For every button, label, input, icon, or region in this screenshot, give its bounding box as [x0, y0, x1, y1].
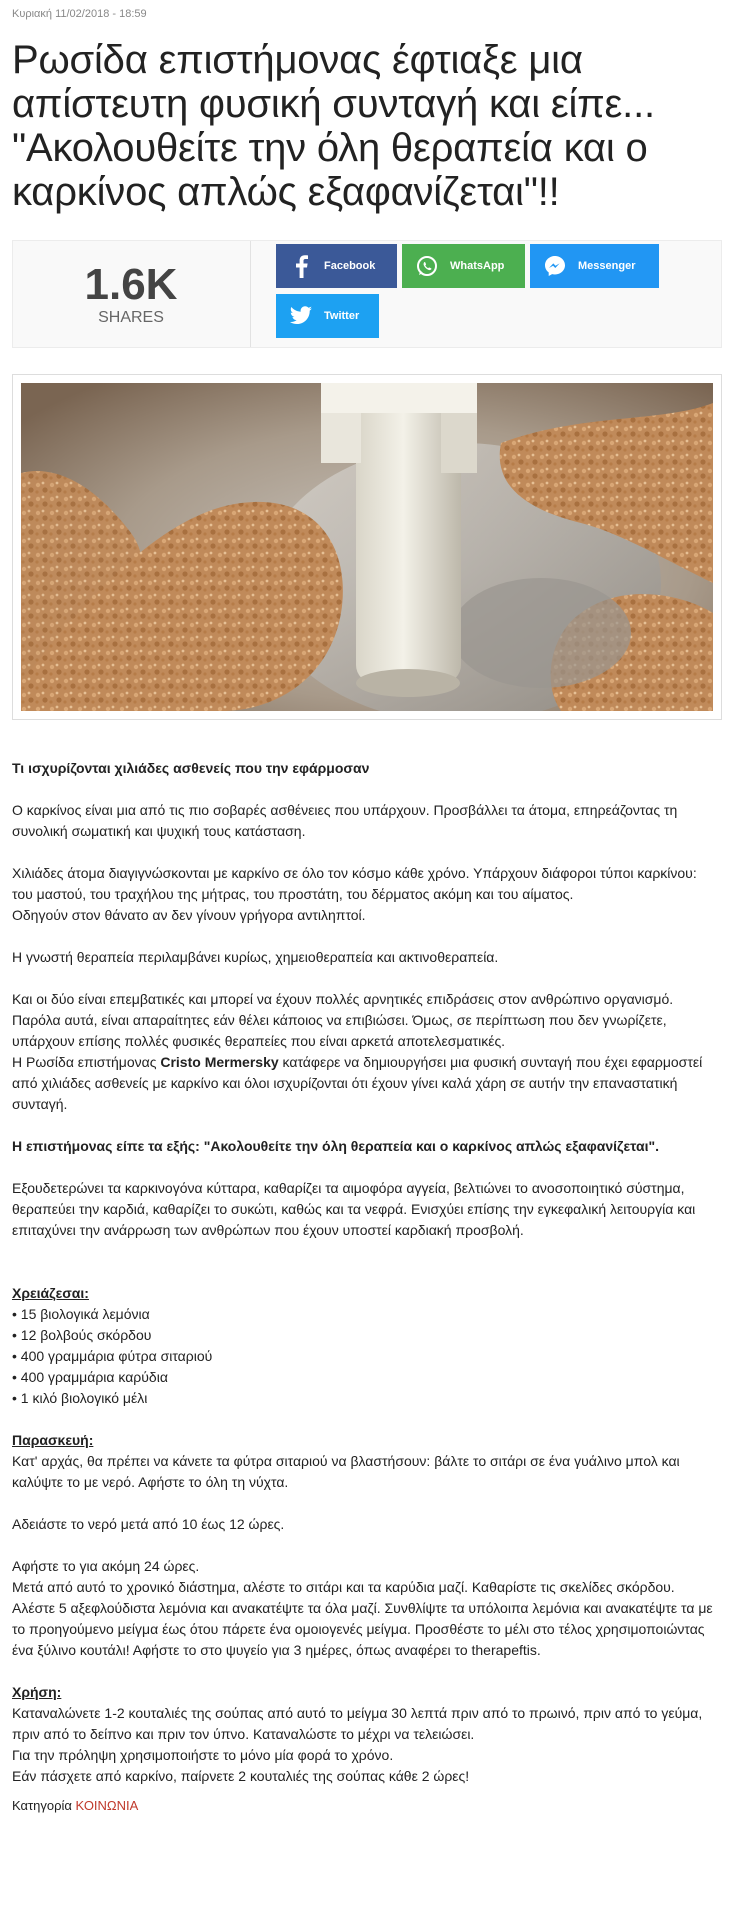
paragraph-line: Καταναλώνετε 1-2 κουταλιές της σούπας από αυτό το μείγμα 30 λεπτά πριν από το πρωινό, πριν από το γεύμα, πριν από το δείπνο και πριν τον ύπνο. Καταναλώστε το μέχρι να τελειώσει. — [12, 1705, 703, 1742]
paragraph-line: Η Ρωσίδα επιστήμονας — [12, 1054, 161, 1070]
paragraph: Εξουδετερώνει τα καρκινογόνα κύτταρα, καθαρίζει τα αιμοφόρα αγγεία, βελτιώνει το ανοσοποιητικό σύστημα, θεραπεύει την καρδιά, καθαρίζει το συκώτι, καθώς και τα νεφρά. Ενισχύει επίσης την εγκεφαλική λειτουργία και επιταχύνει την ανάρρωση των ανθρώπων που έχουν υποστεί καρδιακή προσβολή. — [12, 1180, 696, 1238]
twitter-share-button[interactable] — [276, 294, 379, 338]
paragraph-line: Αφήστε το για ακόμη 24 ώρες. — [12, 1558, 200, 1574]
paragraph: Αδειάστε το νερό μετά από 10 έως 12 ώρες. — [12, 1516, 285, 1532]
facebook-share-button[interactable] — [276, 244, 397, 288]
paragraph: Κατ' αρχάς, θα πρέπει να κάνετε τα φύτρα σιταριού να βλαστήσουν: βάλτε το σιτάρι σε ένα γυάλινο μπολ και καλύψτε το με νερό. Αφήστε το όλη τη νύχτα. — [12, 1453, 680, 1490]
paragraph-line: Εάν πάσχετε από καρκίνο, παίρνετε 2 κουταλιές της σούπας κάθε 2 ώρες! — [12, 1768, 470, 1784]
messenger-share-button[interactable] — [530, 244, 659, 288]
paragraph-line: Για την πρόληψη χρησιμοποιήστε το μόνο μία φορά το χρόνο. — [12, 1747, 394, 1763]
paragraph-line: κατάφερε να δημιουργήσει μια φυσική συνταγή που έχει εφαρμοστεί από χιλιάδες ασθενείς με καρκίνο και όλοι ισχυρίζονται ότι έχουν γίνει καλά χάρη σε αυτήν την επαναστατική συνταγή. — [12, 1054, 703, 1112]
share-divider — [250, 241, 251, 347]
twitter-label: Twitter — [324, 310, 360, 322]
ingredient-item: • 15 βιολογικά λεμόνια — [12, 1304, 718, 1325]
article-body — [12, 758, 718, 1816]
share-count — [13, 241, 249, 347]
ingredients-list — [12, 1304, 718, 1409]
ingredient-item: • 400 γραμμάρια φύτρα σιταριού — [12, 1346, 718, 1367]
section-subheading: Τι ισχυρίζονται χιλιάδες ασθενείς που την εφάρμοσαν — [12, 760, 370, 776]
article-date: Κυριακή 11/02/2018 - 18:59 — [12, 8, 147, 20]
category-label: Κατηγορία — [12, 1798, 72, 1813]
article-title: Ρωσίδα επιστήμονας έφτιαξε μια απίστευτη φυσική συνταγή και είπε... "Ακολουθείτε την όλη θεραπεία και ο καρκίνος απλώς εξαφανίζεται"!! — [12, 38, 655, 214]
twitter-icon — [286, 301, 316, 331]
paragraph — [12, 1556, 718, 1661]
whatsapp-share-button[interactable] — [402, 244, 525, 288]
ingredient-item: • 400 γραμμάρια καρύδια — [12, 1367, 718, 1388]
share-count-label: SHARES — [98, 309, 164, 326]
paragraph — [12, 863, 718, 926]
preparation-heading: Παρασκευή: — [12, 1432, 94, 1448]
share-box — [12, 240, 722, 348]
messenger-icon — [540, 251, 570, 281]
share-count-number: 1.6K — [84, 260, 178, 309]
paragraph-line: Χιλιάδες άτομα διαγιγνώσκονται με καρκίνο σε όλο τον κόσμο κάθε χρόνο. Υπάρχουν διάφοροι τύποι καρκίνου: του μαστού, του τραχήλου της μήτρας, του προστάτη, του δέρματος ακόμη και του αίματος. — [12, 865, 697, 902]
spacer — [12, 1262, 718, 1263]
paragraph — [12, 1703, 718, 1787]
ingredient-item: • 12 βολβούς σκόρδου — [12, 1325, 718, 1346]
section-subheading: Η επιστήμονας είπε τα εξής: "Ακολουθείτε την όλη θεραπεία και ο καρκίνος απλώς εξαφανίζεται". — [12, 1138, 660, 1154]
category-line — [12, 1795, 718, 1816]
facebook-label: Facebook — [324, 260, 376, 272]
paragraph: Η γνωστή θεραπεία περιλαμβάνει κυρίως, χημειοθεραπεία και ακτινοθεραπεία. — [12, 949, 499, 965]
scientist-name: Cristo Mermersky — [160, 1054, 279, 1070]
paragraph — [12, 989, 718, 1115]
paragraph-line: Οδηγούν στον θάνατο αν δεν γίνουν γρήγορα αντιληπτοί. — [12, 907, 366, 923]
ingredients-heading: Χρειάζεσαι: — [12, 1285, 89, 1301]
messenger-label: Messenger — [578, 260, 636, 272]
hero-image — [12, 374, 722, 720]
whatsapp-label: WhatsApp — [450, 260, 505, 272]
food-processor-photo-icon — [21, 383, 713, 711]
category-link[interactable]: ΚΟΙΝΩΝΙΑ — [75, 1798, 139, 1813]
facebook-icon — [286, 251, 316, 281]
ingredient-item: • 1 κιλό βιολογικό μέλι — [12, 1388, 718, 1409]
paragraph: Ο καρκίνος είναι μια από τις πιο σοβαρές ασθένειες που υπάρχουν. Προσβάλλει τα άτομα, επηρεάζοντας τη συνολική σωματική και ψυχική τους κατάσταση. — [12, 802, 678, 839]
paragraph-line: Μετά από αυτό το χρονικό διάστημα, αλέστε το σιτάρι και τα καρύδια μαζί. Καθαρίστε τις σκελίδες σκόρδου. Αλέστε 5 αξεφλούδιστα λεμόνια και ανακατέψτε τα όλα μαζί. Συνθλίψτε τα υπόλοιπα λεμόνια και ανακατέψτε τα με το προηγούμενο μείγμα έως ότου πάρετε ένα ομοιογενές μείγμα. Προσθέστε το μέλι στο τέλος χρησιμοποιώντας ένα ξύλινο κουτάλι! Αφήστε το στο ψυγείο για 3 ημέρες, όπως αναφέρει το therapeftis. — [12, 1579, 713, 1658]
paragraph-line: Και οι δύο είναι επεμβατικές και μπορεί να έχουν πολλές αρνητικές επιδράσεις στον ανθρώπινο οργανισμό. Παρόλα αυτά, είναι απαραίτητες εάν θέλει κάποιος να επιβιώσει. Όμως, σε περίπτωση που δεν γνωρίζετε, υπάρχουν επίσης πολλές φυσικές θεραπείες που είναι αρκετά αποτελεσματικές. — [12, 991, 674, 1049]
usage-heading: Χρήση: — [12, 1684, 62, 1700]
whatsapp-icon — [412, 251, 442, 281]
